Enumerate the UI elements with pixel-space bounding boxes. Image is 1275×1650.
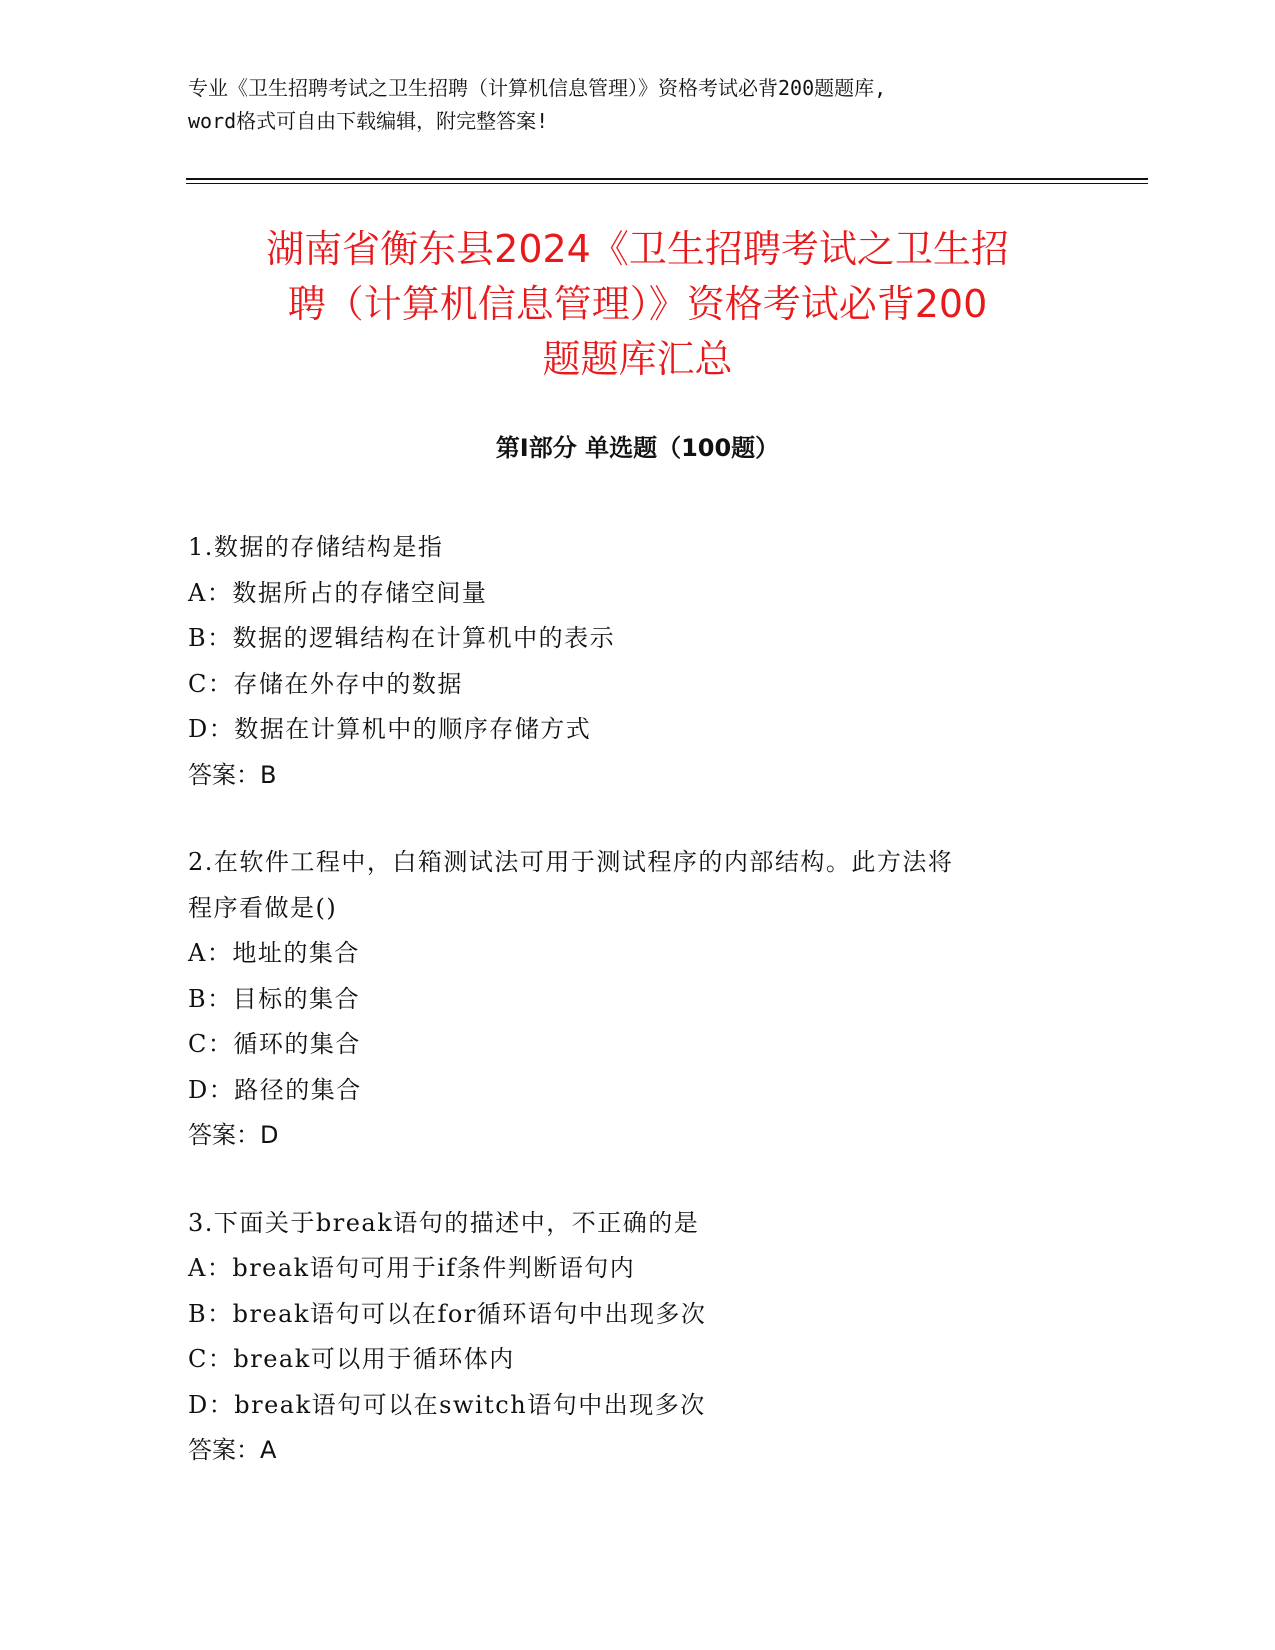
answer-label: 答案：A [188, 1436, 277, 1464]
document-title-line-2: 聘（计算机信息管理）》资格考试必背200 [287, 282, 988, 326]
question-stem: 3.下面关于break语句的描述中，不正确的是 [188, 1208, 700, 1237]
document-title-line-1: 湖南省衡东县2024《卫生招聘考试之卫生招 [266, 227, 1009, 271]
question-3 [188, 1201, 1088, 1474]
option-d: D：数据在计算机中的顺序存储方式 [188, 715, 592, 743]
answer-label: 答案：B [188, 760, 277, 789]
option-a: A：break语句可用于if条件判断语句内 [188, 1254, 636, 1282]
question-stem: 2.在软件工程中，白箱测试法可用于测试程序的内部结构。此方法将 [188, 848, 954, 876]
option-c: C：存储在外存中的数据 [188, 669, 463, 698]
header-note-line-2: word格式可自由下载编辑，附完整答案! [188, 109, 549, 133]
option-a: A：数据所占的存储空间量 [188, 578, 488, 607]
question-stem: 1.数据的存储结构是指 [188, 533, 444, 561]
header-divider-thin [186, 183, 1148, 184]
document-title [160, 222, 1115, 387]
option-b: B：break语句可以在for循环语句中出现多次 [188, 1299, 707, 1328]
question-1 [188, 525, 1088, 798]
document-title-line-3: 题题库汇总 [542, 337, 733, 381]
option-b: B：数据的逻辑结构在计算机中的表示 [188, 624, 616, 652]
question-stem-continued: 程序看做是() [188, 893, 338, 922]
header-note-line-1: 专业《卫生招聘考试之卫生招聘（计算机信息管理）》资格考试必背200题题库, [188, 76, 887, 100]
answer-label: 答案：D [188, 1121, 279, 1149]
option-c: C：循环的集合 [188, 1030, 361, 1058]
question-2 [188, 840, 1088, 1159]
option-c: C：break可以用于循环体内 [188, 1345, 515, 1373]
option-a: A：地址的集合 [188, 939, 360, 967]
header-divider-thick [186, 178, 1148, 180]
question-list [188, 525, 1088, 1516]
header-note [188, 72, 1108, 138]
option-b: B：目标的集合 [188, 984, 361, 1013]
section-heading: 第Ⅰ部分 单选题（100题） [495, 434, 780, 462]
option-d: D：路径的集合 [188, 1075, 362, 1104]
option-d: D：break语句可以在switch语句中出现多次 [188, 1390, 706, 1419]
